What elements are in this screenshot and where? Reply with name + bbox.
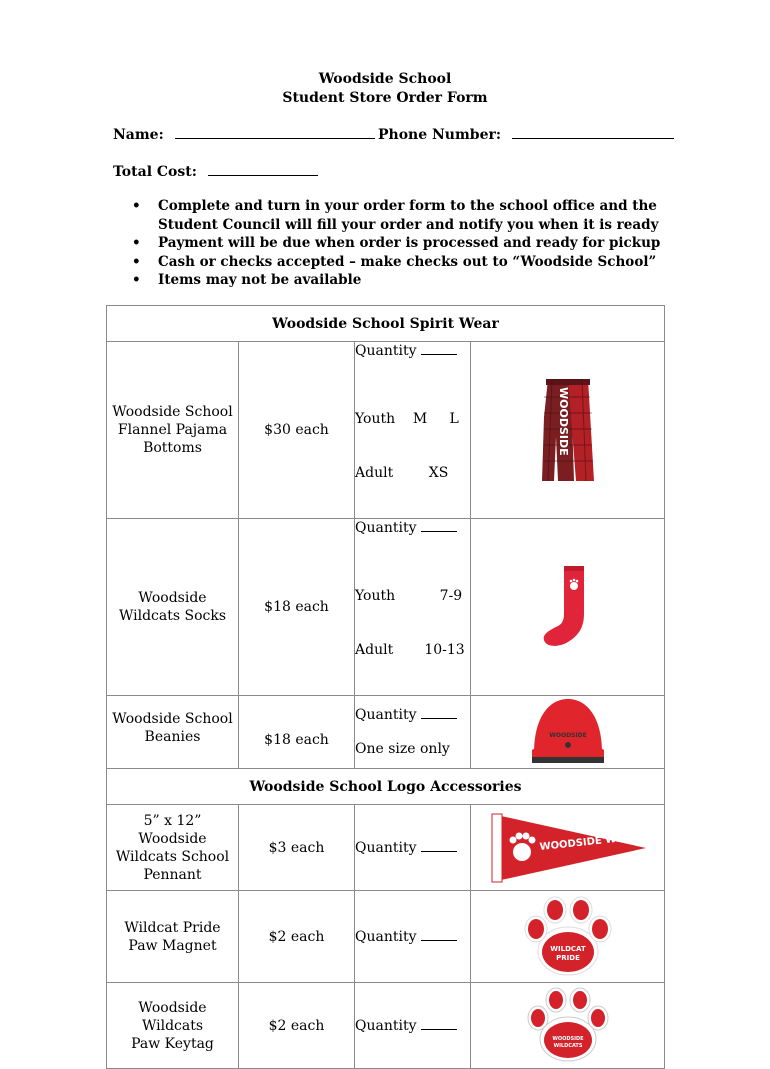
pennant-image-text: WOODSIDE WILDCATS — [538, 828, 663, 853]
instruction-item: • Complete and turn in your order form to the school office and the Student Council will fill your order and notify you when it is ready — [132, 198, 659, 233]
keytag-image-text-1: WOODSIDE — [551, 1035, 584, 1042]
item-price: $2 each — [239, 983, 355, 1069]
item-name: Wildcat Pride Paw Magnet — [107, 891, 239, 983]
phone-label: Phone Number: — [378, 127, 502, 143]
quantity-field[interactable] — [421, 1017, 457, 1030]
size-note: One size only — [355, 741, 450, 757]
total-field[interactable] — [208, 162, 318, 176]
item-price: $2 each — [239, 891, 355, 983]
form-title: Student Store Order Form — [282, 90, 488, 106]
table-row — [107, 519, 665, 696]
item-name: Woodside Wildcats Socks — [107, 519, 239, 696]
item-price: $30 each — [239, 342, 355, 519]
pajama-image — [471, 342, 665, 519]
school-title: Woodside School — [318, 71, 452, 87]
order-table — [106, 305, 665, 1069]
size-line: Youth M L — [355, 411, 459, 427]
item-price: $18 each — [239, 519, 355, 696]
quantity-label: Quantity — [355, 1017, 417, 1034]
item-name: Woodside Wildcats Paw Keytag — [107, 983, 239, 1069]
name-field[interactable] — [175, 125, 375, 139]
name-row — [113, 125, 375, 144]
instruction-item: • Items may not be available — [132, 272, 362, 288]
quantity-field[interactable] — [421, 519, 457, 532]
pennant-image — [471, 805, 665, 891]
section-title-logo-accessories: Woodside School Logo Accessories — [107, 769, 665, 805]
quantity-cell — [355, 983, 471, 1069]
quantity-cell — [355, 696, 471, 769]
pajama-image-text: WOODSIDE — [556, 387, 570, 456]
quantity-label: Quantity — [355, 707, 417, 723]
section-row — [107, 306, 665, 342]
socks-image — [471, 519, 665, 696]
item-price: $18 each — [239, 696, 355, 769]
item-name: Woodside School Flannel Pajama Bottoms — [107, 342, 239, 519]
paw-magnet-image — [471, 891, 665, 983]
phone-row — [378, 125, 674, 144]
instructions-list — [130, 197, 670, 290]
quantity-field[interactable] — [421, 706, 457, 719]
name-label: Name: — [113, 127, 164, 143]
quantity-label: Quantity — [355, 343, 417, 359]
beanie-image-text: WOODSIDE — [548, 732, 587, 739]
quantity-label: Quantity — [355, 928, 417, 945]
item-price: $3 each — [239, 805, 355, 891]
table-row — [107, 891, 665, 983]
instruction-item: • Cash or checks accepted – make checks out to “Woodside School” — [132, 253, 657, 270]
size-line: Youth 7-9 — [355, 588, 463, 604]
section-title-spirit-wear: Woodside School Spirit Wear — [107, 306, 665, 342]
quantity-field[interactable] — [421, 928, 457, 941]
quantity-label: Quantity — [355, 839, 417, 856]
size-line: Adult XS — [355, 465, 449, 481]
quantity-field[interactable] — [421, 839, 457, 852]
quantity-cell — [355, 891, 471, 983]
keytag-image-text-2: WILDCATS — [553, 1042, 582, 1049]
total-label: Total Cost: — [113, 164, 197, 180]
table-row — [107, 696, 665, 769]
table-row — [107, 805, 665, 891]
item-name: Woodside School Beanies — [107, 696, 239, 769]
quantity-cell — [355, 805, 471, 891]
section-row — [107, 769, 665, 805]
paw-keytag-image — [471, 983, 665, 1069]
item-name: 5” x 12” Woodside Wildcats School Pennant — [107, 805, 239, 891]
magnet-image-text-2: PRIDE — [555, 953, 580, 962]
total-row — [113, 162, 318, 181]
instruction-item: • Payment will be due when order is processed and ready for pickup — [132, 235, 661, 251]
size-line: Adult 10-13 — [355, 642, 465, 658]
quantity-field[interactable] — [421, 342, 457, 355]
quantity-label: Quantity — [355, 520, 417, 536]
phone-field[interactable] — [512, 125, 674, 139]
magnet-image-text-1: WILDCAT — [549, 944, 586, 953]
beanie-image — [471, 696, 665, 769]
table-row — [107, 983, 665, 1069]
quantity-cell — [355, 519, 471, 696]
quantity-cell — [355, 342, 471, 519]
table-row — [107, 342, 665, 519]
